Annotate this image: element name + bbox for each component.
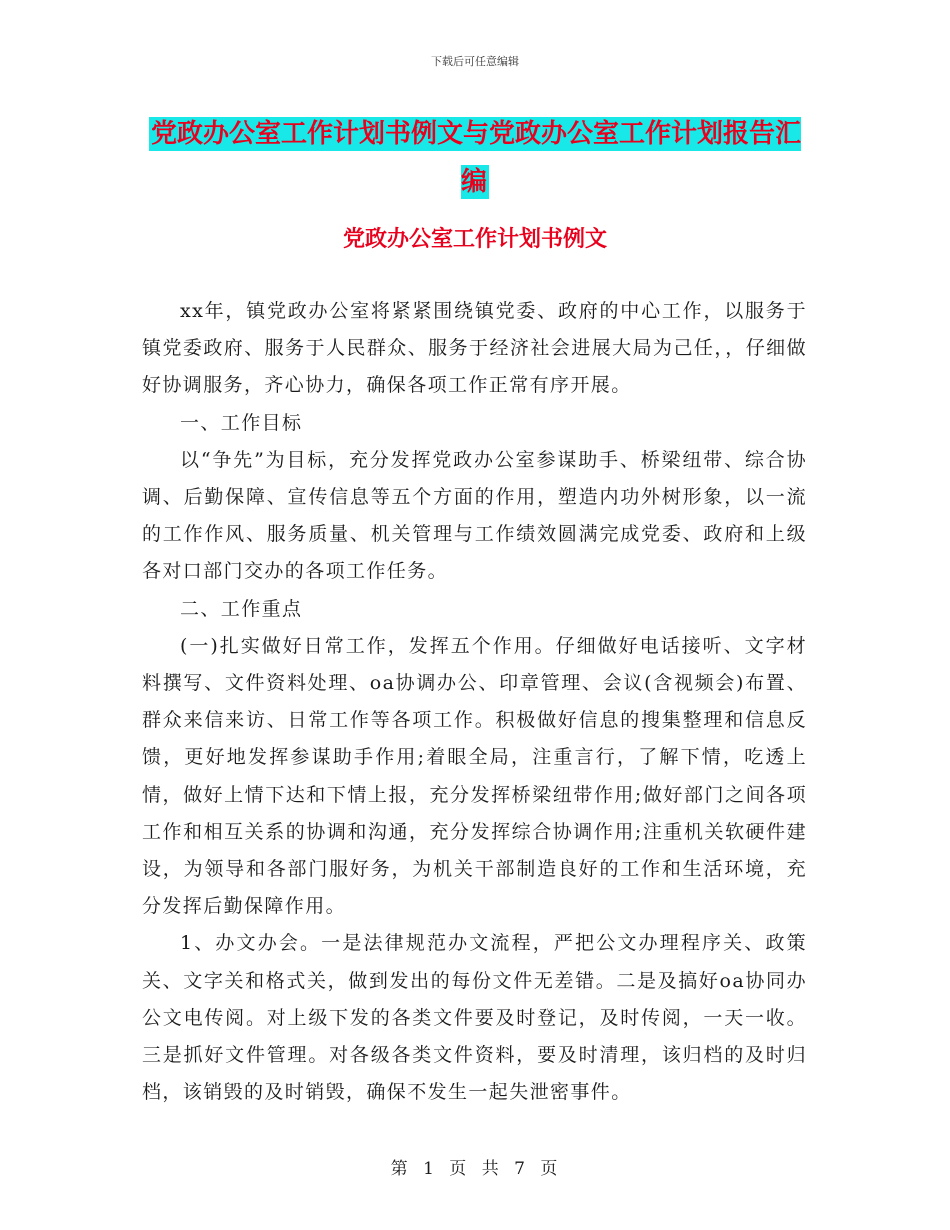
paragraph-intro: xx年，镇党政办公室将紧紧围绕镇党委、政府的中心工作，以服务于镇党委政府、服务于人民群众、服务于经济社会进展大局为己任，，仔细做好协调服务，齐心协力，确保各项工作正常有序开展。 <box>142 300 807 397</box>
page-number-footer: 第 1 页 共 7 页 <box>390 1159 560 1179</box>
document-title-text: 党政办公室工作计划书例文与党政办公室工作计划报告汇编 <box>150 119 801 197</box>
document-title <box>140 110 810 206</box>
section-title: 党政办公室工作计划书例文 <box>342 227 607 252</box>
heading-work-goal: 一、工作目标 <box>180 411 303 434</box>
heading-work-focus: 二、工作重点 <box>180 597 303 620</box>
page-header-note: 下载后可任意编辑 <box>431 55 519 68</box>
paragraph-documents-meetings: 1、办文办会。一是法律规范办文流程，严把公文办理程序关、政策关、文字关和格式关，做到发出的每份文件无差错。二是及搞好oa协同办公文电传阅。对上级下发的各类文件要及时登记，及时传阅，一天一收。三是抓好文件管理。对各级各类文件资料，要及时清理，该归档的及时归档，该销毁的及时销毁，确保不发生一起失泄密事件。 <box>142 932 807 1104</box>
paragraph-work-goal: 以“争先”为目标，充分发挥党政办公室参谋助手、桥梁纽带、综合协调、后勤保障、宣传信息等五个方面的作用，塑造内功外树形象，以一流的工作作风、服务质量、机关管理与工作绩效圆满完成党委、政府和上级各对口部门交办的各项工作任务。 <box>142 448 807 583</box>
paragraph-daily-work: (一)扎实做好日常工作，发挥五个作用。仔细做好电话接听、文字材料撰写、文件资料处理、oa协调办公、印章管理、会议(含视频会)布置、群众来信来访、日常工作等各项工作。积极做好信息的搜集整理和信息反馈，更好地发挥参谋助手作用;着眼全局，注重言行，了解下情，吃透上情，做好上情下达和下情上报，充分发挥桥梁纽带作用;做好部门之间各项工作和相互关系的协调和沟通，充分发挥综合协调作用;注重机关软硬件建设，为领导和各部门服好务，为机关干部制造良好的工作和生活环境，充分发挥后勤保障作用。 <box>142 634 807 918</box>
document-body <box>142 293 807 1111</box>
